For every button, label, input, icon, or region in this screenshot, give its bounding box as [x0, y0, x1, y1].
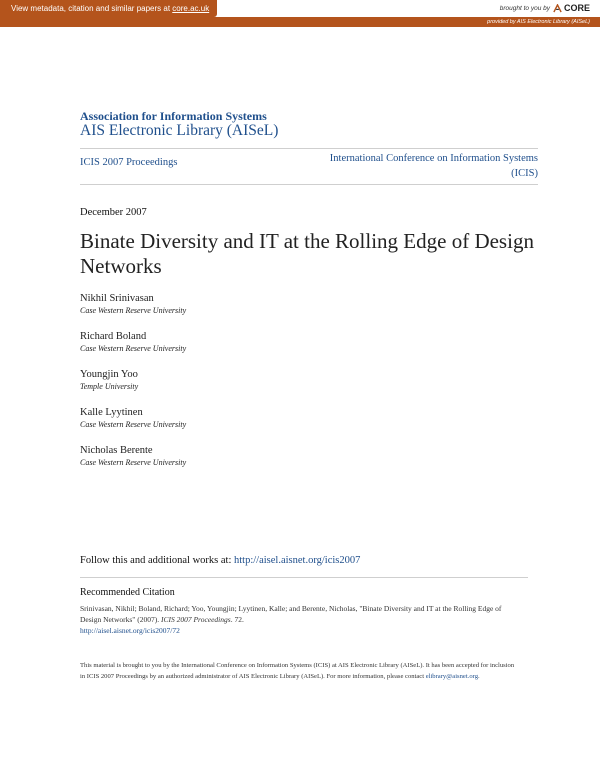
- author-entry: [80, 292, 480, 330]
- library-name[interactable]: AIS Electronic Library (AISeL): [80, 122, 279, 139]
- follow-link[interactable]: http://aisel.aisnet.org/icis2007: [234, 555, 361, 566]
- paper-title: Binate Diversity and IT at the Rolling Edge of Design Networks: [80, 229, 534, 278]
- core-brought-text: brought to you by: [499, 5, 550, 12]
- core-provided-text: provided by AIS Electronic Library (AISeL): [487, 19, 590, 25]
- core-brought-by: [500, 0, 590, 17]
- author-entry: [80, 444, 480, 482]
- core-logo[interactable]: [553, 0, 590, 17]
- author-list: [80, 292, 480, 482]
- core-ac-uk-link[interactable]: core.ac.uk: [172, 4, 210, 13]
- core-logo-text: CORE: [563, 3, 590, 13]
- conference-line-2: (ICIS): [511, 168, 538, 179]
- author-affiliation: Case Western Reserve University: [80, 458, 187, 467]
- header-divider-bottom: [80, 184, 538, 185]
- conference-link[interactable]: [288, 151, 538, 181]
- core-provided-strip: [0, 17, 600, 27]
- author-name: Richard Boland: [80, 331, 147, 342]
- core-view-link[interactable]: [0, 0, 217, 17]
- author-name: Kalle Lyytinen: [80, 407, 143, 418]
- core-banner: [0, 0, 600, 28]
- author-entry: [80, 330, 480, 368]
- citation-journal: ICIS 2007 Proceedings: [160, 615, 231, 624]
- author-name: Nikhil Srinivasan: [80, 293, 154, 304]
- conference-line-1: International Conference on Information Systems: [329, 153, 538, 164]
- footer-divider: [80, 577, 528, 578]
- follow-line: [80, 555, 360, 566]
- author-affiliation: Case Western Reserve University: [80, 344, 187, 353]
- author-name: Nicholas Berente: [80, 445, 153, 456]
- author-affiliation: Case Western Reserve University: [80, 420, 187, 429]
- contact-email-link[interactable]: elibrary@aisnet.org: [425, 673, 478, 680]
- author-entry: [80, 368, 480, 406]
- author-affiliation: Temple University: [80, 382, 139, 391]
- follow-text: Follow this and additional works at:: [80, 555, 234, 566]
- author-affiliation: Case Western Reserve University: [80, 306, 187, 315]
- recommended-citation: [80, 603, 520, 636]
- citation-link[interactable]: http://aisel.aisnet.org/icis2007/72: [80, 626, 180, 635]
- author-name: Youngjin Yoo: [80, 369, 138, 380]
- notice-end: .: [478, 673, 480, 680]
- author-entry: [80, 406, 480, 444]
- header-divider-top: [80, 148, 538, 149]
- citation-end: . 72.: [230, 615, 244, 624]
- proceedings-link[interactable]: ICIS 2007 Proceedings: [80, 157, 178, 168]
- core-logo-icon: [553, 4, 562, 13]
- notice-text: This material is brought to you by the International Conference on Information Systems (ICIS) at AIS Electronic Library (AISeL). It has been accepted for inclusion in ICIS 2007 Proceedings by an authorized administrator of AIS Electronic Library (AISeL). For more information, please contact: [80, 662, 515, 680]
- publication-date: December 2007: [80, 207, 147, 218]
- citation-text: Srinivasan, Nikhil; Boland, Richard; Yoo, Youngjin; Lyytinen, Kalle; and Berente, Nicholas, "Binate Diversity and IT at the Rolling Edge of Design Networks" (2007).: [80, 604, 502, 624]
- association-name[interactable]: Association for Information Systems: [80, 109, 267, 123]
- core-top-row: [0, 0, 600, 17]
- recommended-citation-title: Recommended Citation: [80, 587, 175, 598]
- rights-notice: [80, 660, 520, 682]
- core-view-prefix: View metadata, citation and similar papers at: [11, 4, 173, 13]
